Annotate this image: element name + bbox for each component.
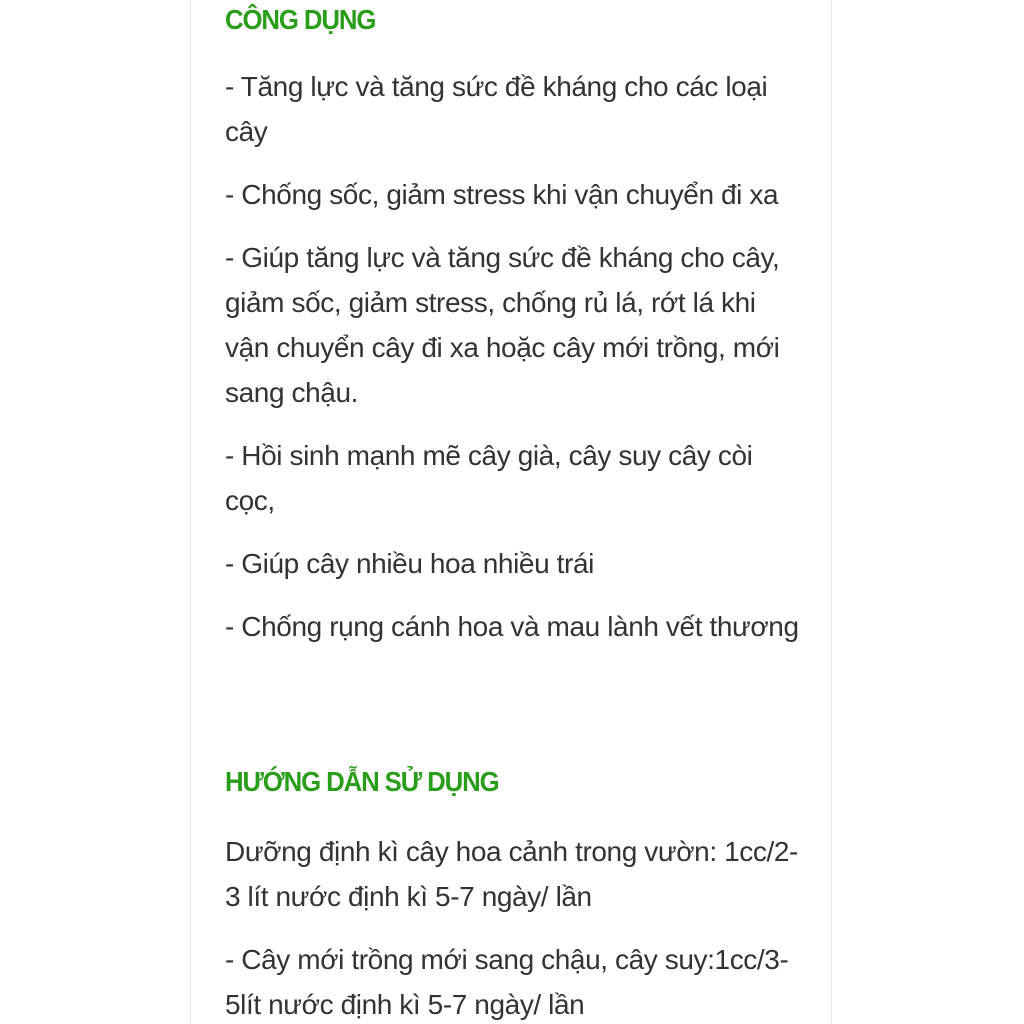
uses-item-3: - Giúp tăng lực và tăng sức đề kháng cho cây, giảm sốc, giảm stress, chống rủ lá, rớt lá khi vận chuyển cây đi xa hoặc cây mới trồng, mới sang chậu. [225, 242, 780, 408]
instructions-heading: HƯỚNG DẪN SỬ DỤNG [225, 766, 499, 797]
uses-item-4: - Hồi sinh mạnh mẽ cây già, cây suy cây còi cọc, [225, 440, 753, 516]
instructions-item-1: Dưỡng định kì cây hoa cảnh trong vườn: 1cc/2-3 lít nước định kì 5-7 ngày/ lần [225, 836, 798, 912]
uses-heading: CÔNG DỤNG [225, 4, 376, 35]
uses-item-5: - Giúp cây nhiều hoa nhiều trái [225, 548, 594, 579]
uses-item-2: - Chống sốc, giảm stress khi vận chuyển đi xa [225, 179, 779, 210]
instructions-item-2: - Cây mới trồng mới sang chậu, cây suy:1cc/3-5lít nước định kì 5-7 ngày/ lần [225, 944, 789, 1020]
uses-item-6: - Chống rụng cánh hoa và mau lành vết thương [225, 611, 799, 642]
uses-item-1: - Tăng lực và tăng sức đề kháng cho các loại cây [225, 71, 768, 147]
content-column [190, 0, 832, 1024]
